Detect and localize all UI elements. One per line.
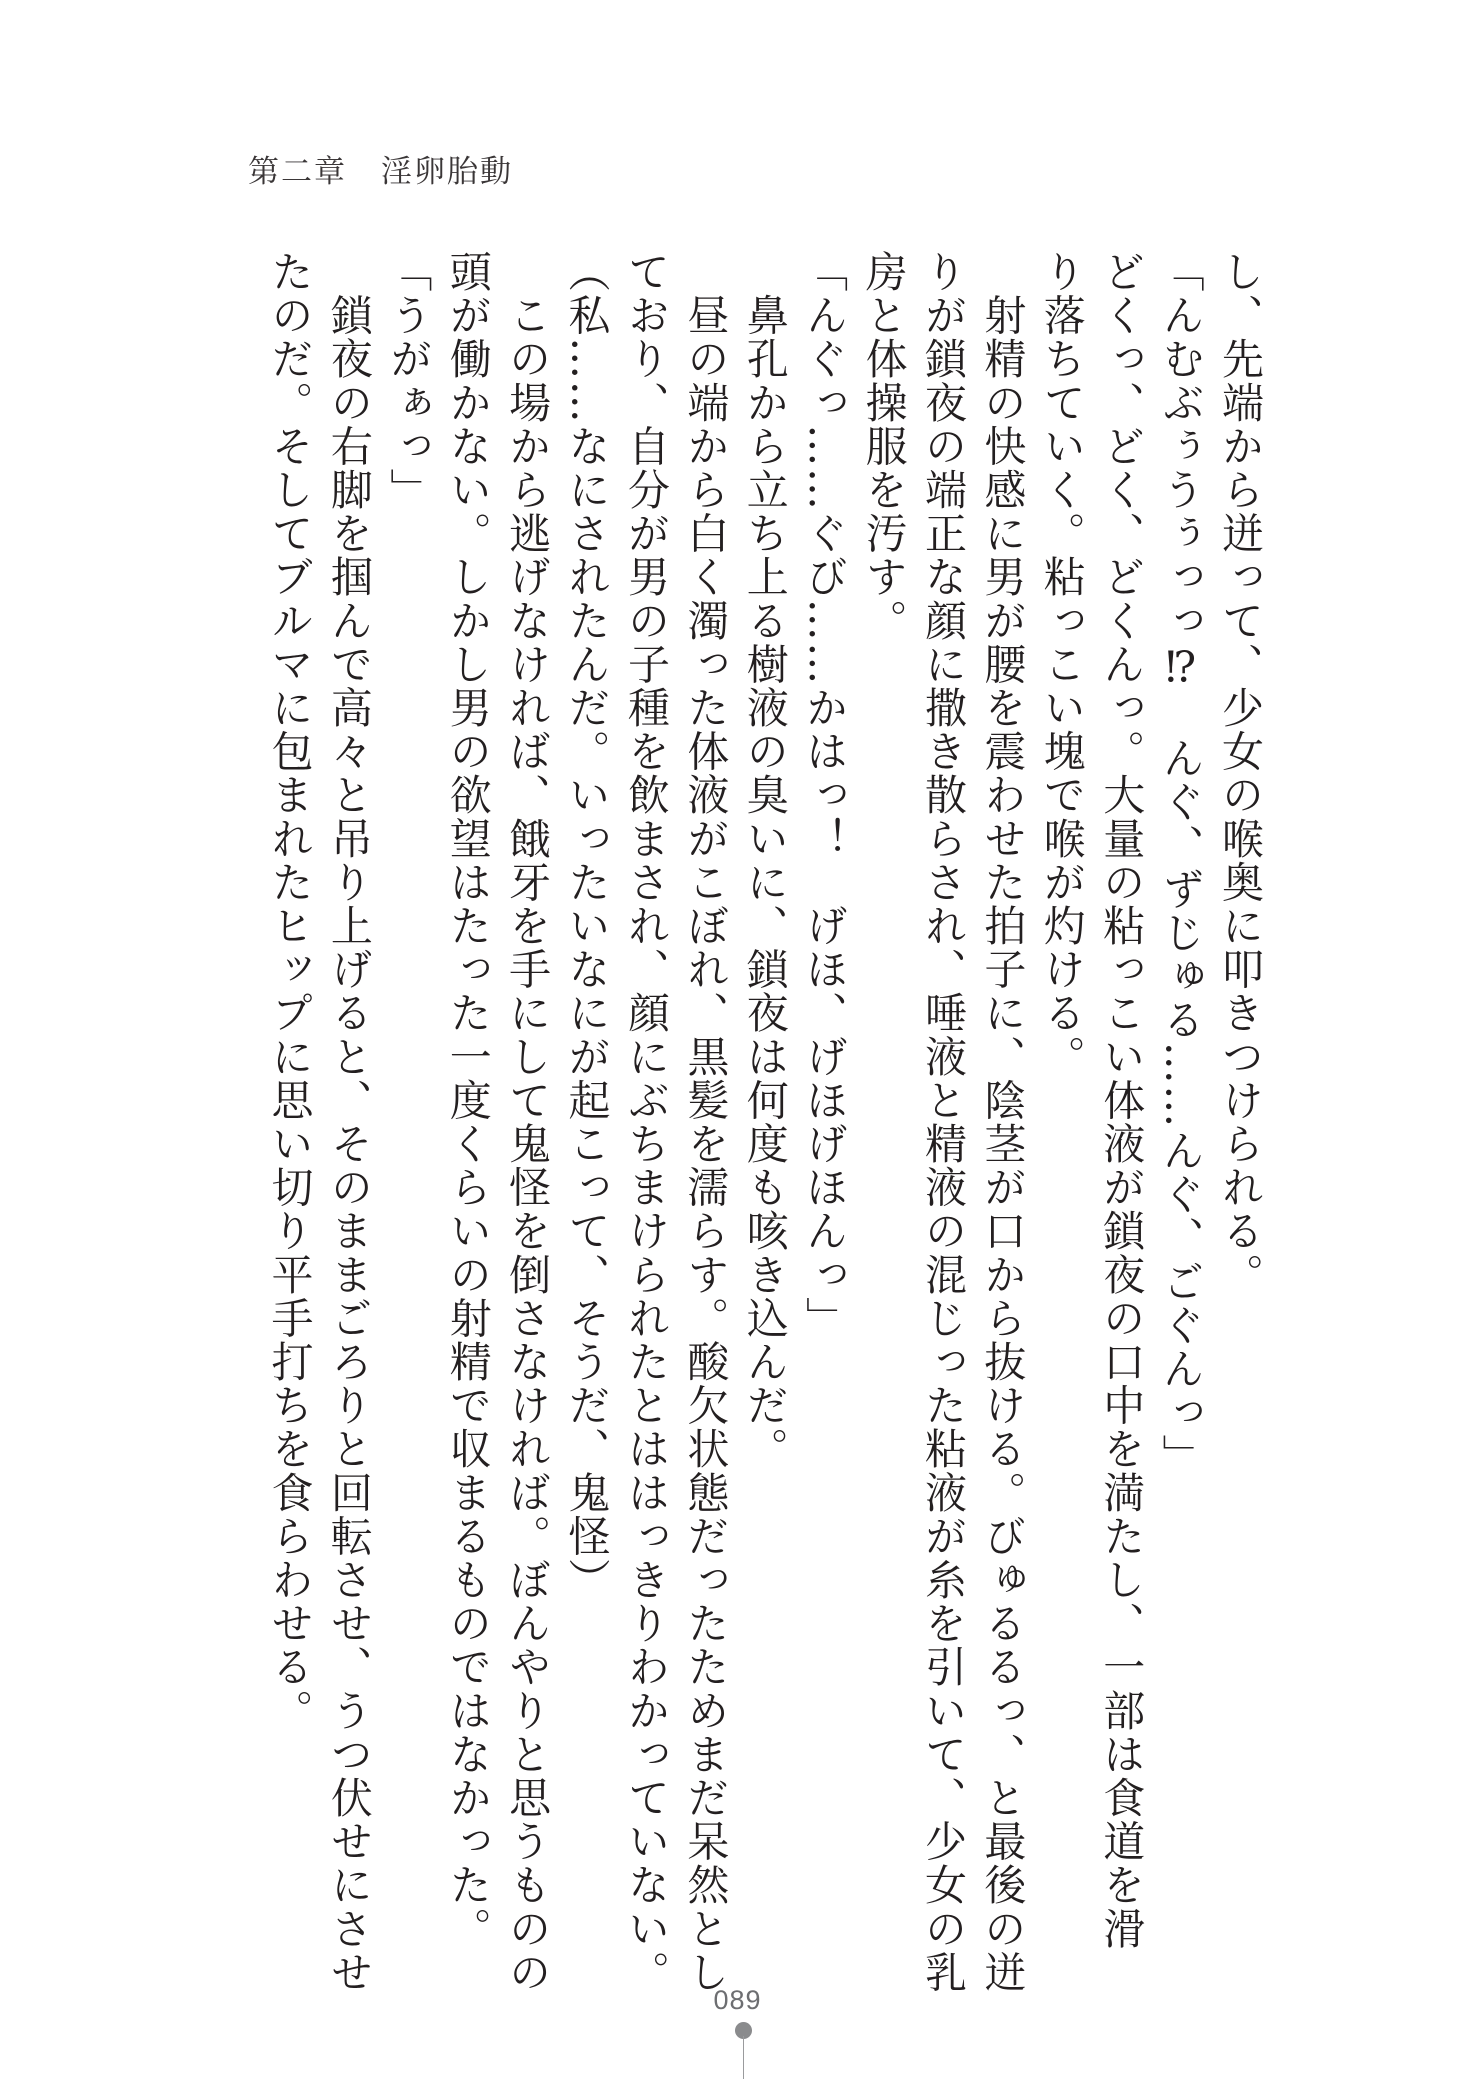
page-number: 089 <box>713 1985 762 2015</box>
text-line: 鼻孔から立ち上る樹液の臭いに、鎖夜は何度も咳き込んだ。 <box>740 250 790 1471</box>
text-line: 「んぐっ……ぐび……かはっ！ げほ、げほげほんっ」 <box>800 250 850 1340</box>
text-line: この場から逃げなければ、餓牙を手にして鬼怪を倒さなければ。ぼんやりと思うものの <box>503 250 553 1994</box>
text-line: り落ちていく。粘っこい塊で喉が灼ける。 <box>1037 250 1087 1079</box>
text-line: 昼の端から白く濁った体液がこぼれ、黒髪を濡らす。酸欠状態だったためまだ呆然とし <box>681 250 731 1994</box>
text-line: 房と体操服を汚す。 <box>859 250 909 643</box>
text-line: 頭が働かない。しかし男の欲望はたった一度くらいの射精で収まるものではなかった。 <box>443 250 493 1951</box>
text-line: りが鎖夜の端正な顔に撒き散らされ、唾液と精液の混じった粘液が糸を引いて、少女の乳 <box>918 250 968 1994</box>
text-line: 「うがぁっ」 <box>384 250 434 512</box>
text-line: 「んむぶぅうぅっっ⁉ んぐ、ずじゅる……んぐ、ごぐんっ」 <box>1156 250 1206 1478</box>
text-line: し、先端から迸って、少女の喉奥に叩きつけられる。 <box>1216 250 1265 1297</box>
chapter-number: 第二章 <box>248 154 347 190</box>
text-line: ており、自分が男の子種を飲まされ、顔にぶちまけられたとははっきりわかっていない。 <box>621 250 671 1994</box>
text-line: （私……なにされたんだ。いったいなにが起こって、そうだ、鬼怪） <box>562 250 612 1602</box>
vertical-body-text <box>220 250 1270 1994</box>
chapter-title: 淫卵胎動 <box>381 154 513 190</box>
text-line: 射精の快感に男が腰を震わせた拍子に、陰茎が口から抜ける。びゅるるっ、と最後の迸 <box>978 250 1028 1994</box>
text-line: たのだ。そしてブルマに包まれたヒップに思い切り平手打ちを食らわせる。 <box>265 250 315 1733</box>
running-header <box>248 146 513 191</box>
text-line: どくっ、どく、どくんっ。大量の粘っこい体液が鎖夜の口中を満たし、一部は食道を滑 <box>1097 250 1147 1951</box>
text-line: 鎖夜の右脚を掴んで高々と吊り上げると、そのままごろりと回転させ、うつ伏せにさせ <box>324 250 374 1994</box>
folio-rule <box>743 2036 744 2079</box>
